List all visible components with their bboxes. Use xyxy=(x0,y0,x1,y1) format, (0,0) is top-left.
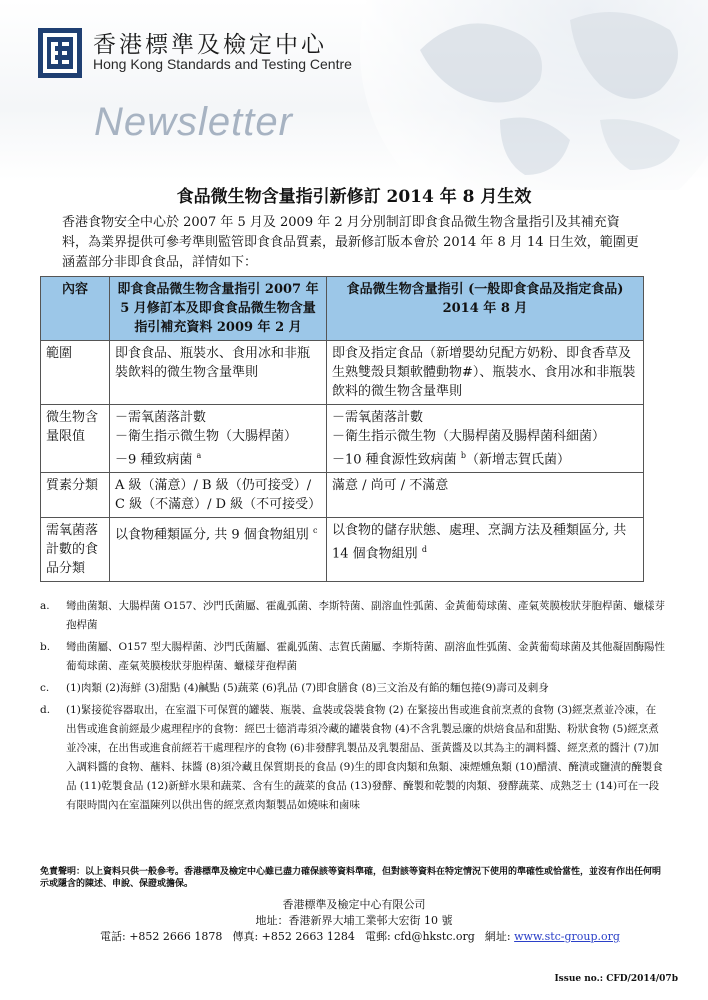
new-limit-2: －衛生指示微生物（大腸桿菌及腸桿菌科細菌） xyxy=(332,429,606,444)
footnote-text: (1)緊接從容器取出，在室溫下可保質的罐裝、瓶裝、盒裝或袋裝食物 (2) 在緊接出售或進食前烹煮的食物 (3)經烹煮並冷凍，在出售或進食前經最少處理程序的食物：經巴士德消毒須冷藏的罐裝食物 (4)不含乳製忌廉的烘焙食品和甜點、粉狀食物 (5)經烹煮並冷凍，在出售或進食前經若干處理程序的食物 (6)非發酵乳製品及乳製甜品、蛋黃醬及以其為主的調料醬、經烹煮的醬汁 (7)加入調料醬的食物、蘸料、抹醬 (8)須冷藏且保質期長的食品 (9)生的即食肉類和魚類、凍煙燻魚類 (10)醋漬、醃漬或鹽漬的醃製食品 (11)乾製食品 (12)新鮮水果和蔬菜、含有生的蔬菜的食品 (13)發酵、醃製和乾製的肉類、發酵蔬菜、成熟芝士 (14)可在一段有限時間內在室溫陳列以供出售的經烹煮肉類製品如燒味和鹵味 xyxy=(66,704,663,811)
cell-new-grading: 滿意 / 尚可 / 不滿意 xyxy=(327,473,644,518)
row-label-scope: 範圍 xyxy=(41,341,110,405)
disclaimer: 免責聲明：以上資料只供一般參考。香港標準及檢定中心雖已盡力確保該等資料準確，但對該等資料在特定情況下使用的準確性或恰當性，並沒有作出任何明示或隱含的陳述、申說、保證或擔保。 xyxy=(40,867,662,889)
issue-number: Issue no.: CFD/2014/07b xyxy=(554,974,678,984)
footnote-letter: d. xyxy=(40,704,51,716)
footnote-ref-c: c xyxy=(312,526,318,536)
header-new-date: 2014 年 8 月 xyxy=(442,301,528,316)
old-food-groups-text: 以食物種類區分, 共 9 個食物組別 xyxy=(115,527,309,543)
footer-address: 地址：香港新界大埔工業邨大宏街 10 號 xyxy=(255,914,453,927)
header-new-guideline xyxy=(327,277,644,341)
table-row xyxy=(41,473,644,518)
footer-website-group xyxy=(485,928,620,944)
org-name-english: Hong Kong Standards and Testing Centre xyxy=(93,56,352,72)
table-row xyxy=(41,518,644,582)
footnote-letter: b. xyxy=(40,641,51,653)
row-label-limits: 微生物含量限值 xyxy=(41,405,110,473)
cell-new-food-groups xyxy=(327,518,644,582)
footer-fax: 傳真: +852 2663 1284 xyxy=(232,930,355,943)
new-limit-3 xyxy=(332,446,638,469)
old-limit-3-text: －9 種致病菌 xyxy=(115,452,193,468)
footnote-letter: c. xyxy=(40,682,50,694)
comparison-table xyxy=(40,276,644,582)
header-old-guideline: 即食食品微生物含量指引 2007 年 5 月修訂本及即食食品微生物含量指引補充資料 2009 年 2 月 xyxy=(110,277,327,341)
cell-old-food-groups xyxy=(110,518,327,582)
footnote-ref-b: b xyxy=(460,451,466,460)
globe-watermark-icon xyxy=(300,0,708,190)
footnote-text: 彎曲菌屬、O157 型大腸桿菌、沙門氏菌屬、霍亂弧菌、志賀氏菌屬、李斯特菌、副溶血性弧菌、金黃葡萄球菌及其他凝固酶陽性葡萄球菌、產氣莢膜梭狀芽胞桿菌、蠟樣芽孢桿菌 xyxy=(66,641,665,672)
old-limit-1: －需氧菌落計數 xyxy=(115,410,207,425)
footnote-item xyxy=(40,701,665,815)
footnote-ref-a: a xyxy=(196,451,202,460)
newsletter-heading: Newsletter xyxy=(94,100,293,144)
website-link[interactable]: www.stc-group.org xyxy=(514,930,620,943)
org-name-chinese: 香港標準及檢定中心 xyxy=(93,32,327,58)
cell-old-grading: A 級（滿意）/ B 級（仍可接受）/ C 級（不滿意）/ D 級（不可接受） xyxy=(110,473,327,518)
cell-new-scope: 即食及指定食品（新增嬰幼兒配方奶粉、即食香草及生熟雙殼貝類軟體動物#）、瓶裝水、食用冰和非瓶裝飲料的微生物含量準則 xyxy=(327,341,644,405)
footnote-item xyxy=(40,679,665,698)
footnote-item xyxy=(40,597,665,635)
row-label-food-groups: 需氧菌落計數的食品分類 xyxy=(41,518,110,582)
table-row xyxy=(41,405,644,473)
header-new-title: 食品微生物含量指引 (一般即食食品及指定食品) xyxy=(346,282,624,297)
new-limit-3-text: －10 種食源性致病菌 xyxy=(332,452,457,468)
stc-logo-icon xyxy=(38,28,82,78)
cell-old-scope: 即食食品、瓶裝水、食用冰和非瓶裝飲料的微生物含量準則 xyxy=(110,341,327,405)
footnote-text: 彎曲菌類、大腸桿菌 O157、沙門氏菌屬、霍亂弧菌、李斯特菌、副溶血性弧菌、金黃葡萄球菌、產氣莢膜梭狀芽胞桿菌、蠟樣芽孢桿菌 xyxy=(66,600,665,631)
intro-paragraph: 香港食物安全中心於 2007 年 5 月及 2009 年 2 月分別制訂即食食品微生物含量指引及其補充資料，為業界提供可參考準則監管即食食品質素，最新修訂版本會於 2014 年 8 月 14 日生效，範圍更涵蓋部分非即食食品，詳情如下： xyxy=(62,215,639,270)
footnote-ref-d: d xyxy=(421,545,427,555)
row-label-grading: 質素分類 xyxy=(41,473,110,518)
old-limit-2: －衛生指示微生物（大腸桿菌） xyxy=(115,429,298,444)
footnotes xyxy=(40,597,665,818)
table-header-row xyxy=(41,277,644,341)
footnote-item xyxy=(40,638,665,676)
old-limit-3 xyxy=(115,446,321,469)
cell-old-limits xyxy=(110,405,327,473)
footer-email: 電郵: cfd@hkstc.org xyxy=(364,930,475,943)
new-limit-1: －需氧菌落計數 xyxy=(332,410,424,425)
cell-new-limits xyxy=(327,405,644,473)
footer-website-label: 網址: xyxy=(484,930,515,943)
page-title: 食品微生物含量指引新修訂 2014 年 8 月生效 xyxy=(176,187,532,207)
footer-phone: 電話: +852 2666 1878 xyxy=(100,930,223,943)
footer-contacts xyxy=(100,928,620,944)
footnote-text: (1)肉類 (2)海鮮 (3)甜點 (4)鹹點 (5)蔬菜 (6)乳品 (7)即食膳食 (8)三文治及有餡的麵包捲(9)壽司及刺身 xyxy=(66,682,549,694)
table-row xyxy=(41,341,644,405)
new-food-groups-text: 以食物的儲存狀態、處理、烹調方法及種類區分, 共 14 個食物組別 xyxy=(332,523,627,562)
footnote-letter: a. xyxy=(40,600,50,612)
footer-company: 香港標準及檢定中心有限公司 xyxy=(282,898,426,911)
new-limit-3-tail: （新增志賀氏菌） xyxy=(465,452,570,468)
header-content: 內容 xyxy=(41,277,110,341)
